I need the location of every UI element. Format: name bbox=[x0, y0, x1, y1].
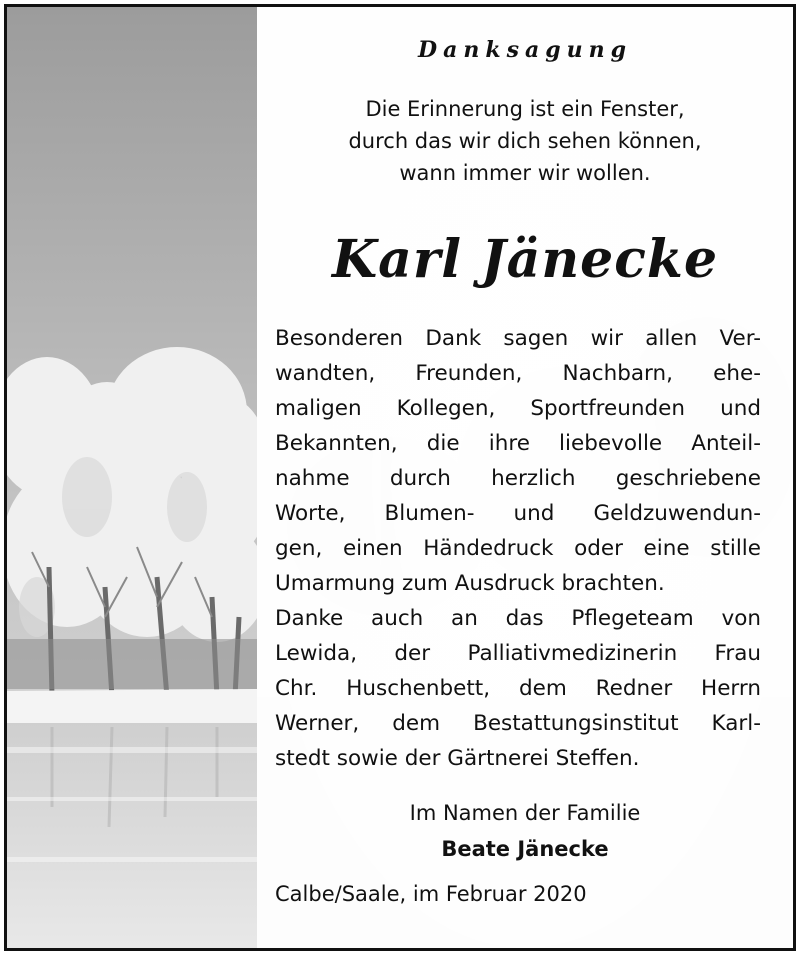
text-line: Bekannten, die ihre liebevolle Anteil- bbox=[275, 431, 761, 456]
quote-line: wann immer wir wollen. bbox=[399, 161, 651, 185]
signature-line: Im Namen der Familie bbox=[409, 801, 641, 825]
place-and-date: Calbe/Saale, im Februar 2020 bbox=[275, 882, 587, 906]
text-line: Worte, Blumen- und Geldzuwendun- bbox=[275, 501, 761, 526]
thank-you-text bbox=[275, 321, 761, 776]
text-line: stedt sowie der Gärtnerei Steffen. bbox=[275, 746, 640, 771]
signature-name: Beate Jänecke bbox=[441, 837, 609, 861]
text-line: Werner, dem Bestattungsinstitut Karl- bbox=[275, 711, 761, 736]
text-line: maligen Kollegen, Sportfreunden und bbox=[275, 396, 761, 421]
text-line: Lewida, der Palliativmedizinerin Frau bbox=[275, 641, 761, 666]
text-line: wandten, Freunden, Nachbarn, ehe- bbox=[275, 361, 761, 386]
text-line: nahme durch herzlich geschriebene bbox=[275, 466, 761, 491]
obituary-frame bbox=[4, 4, 796, 951]
text-line: Besonderen Dank sagen wir allen Ver- bbox=[275, 326, 761, 351]
signature-block bbox=[257, 795, 793, 867]
text-line: Danke auch an das Pflegeteam von bbox=[275, 606, 761, 631]
text-line: Umarmung zum Ausdruck brachten. bbox=[275, 571, 665, 596]
quote-line: Die Erinnerung ist ein Fenster, bbox=[365, 97, 685, 121]
notice-text-column bbox=[257, 7, 793, 948]
text-line: Chr. Huschenbett, dem Redner Herrn bbox=[275, 676, 761, 701]
memorial-quote bbox=[257, 93, 793, 189]
quote-line: durch das wir dich sehen können, bbox=[348, 129, 702, 153]
text-line: gen, einen Händedruck oder eine stille bbox=[275, 536, 761, 561]
notice-heading: Danksagung bbox=[418, 37, 632, 63]
deceased-name: Karl Jänecke bbox=[331, 229, 719, 290]
